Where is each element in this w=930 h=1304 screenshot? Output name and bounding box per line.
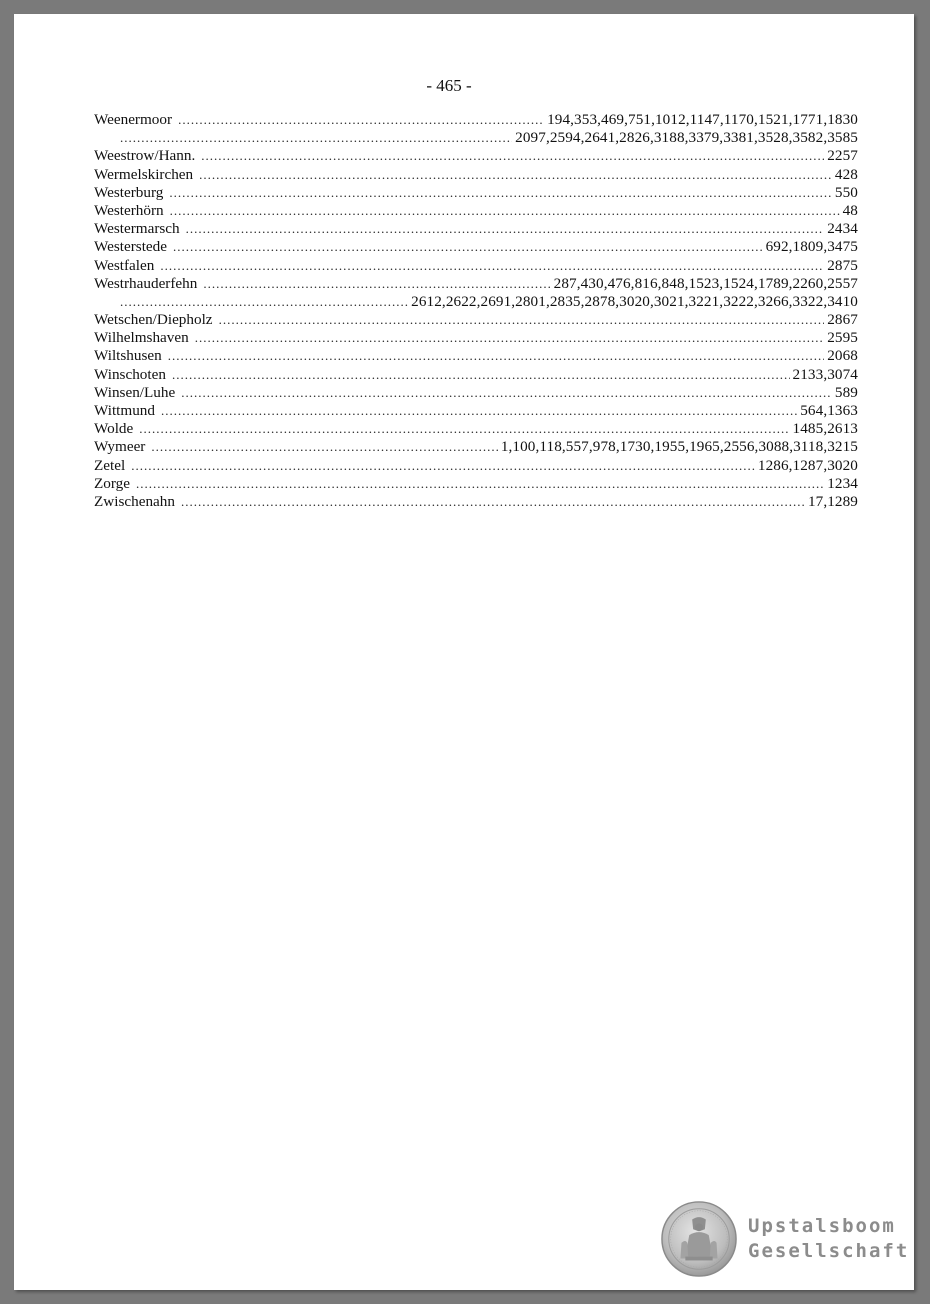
place-name: Westerstede <box>94 238 167 256</box>
page-references: 2867 <box>827 311 858 329</box>
dot-leader <box>181 493 805 511</box>
page-references: 692,1809,3475 <box>765 238 858 256</box>
dot-leader <box>161 402 797 420</box>
dot-leader <box>136 475 824 493</box>
page-references: 2612,2622,2691,2801,2835,2878,3020,3021,3221,3222,3266,3322,3410 <box>411 292 858 310</box>
dot-leader <box>181 384 832 402</box>
place-name: Wiltshusen <box>94 347 162 365</box>
place-name: Weestrow/Hann. <box>94 147 196 165</box>
index-entry <box>94 438 858 456</box>
dot-leader <box>178 111 544 129</box>
index-entry <box>94 493 858 511</box>
place-name: Zwischenahn <box>94 492 175 510</box>
place-name: Westerhörn <box>94 201 164 219</box>
place-name: Wetschen/Diepholz <box>94 311 213 329</box>
place-name: Westfalen <box>94 256 155 274</box>
index-entry <box>94 293 858 311</box>
dot-leader <box>170 202 840 220</box>
index-entry <box>94 329 858 347</box>
index-entry <box>94 402 858 420</box>
dot-leader <box>151 438 497 456</box>
page-references: 564,1363 <box>800 402 858 419</box>
dot-leader <box>139 420 789 438</box>
place-name: Weenermoor <box>94 111 173 128</box>
page-references: 194,353,469,751,1012,1147,1170,1521,1771,1830 <box>547 111 858 128</box>
place-name: Winsen/Luhe <box>94 383 176 401</box>
page-references: 17,1289 <box>807 492 858 510</box>
page-references: 589 <box>834 383 858 401</box>
page-references: 1,100,118,557,978,1730,1955,1965,2556,3088,3118,3215 <box>500 438 858 456</box>
page-references: 428 <box>834 165 858 183</box>
page-references: 550 <box>834 183 858 201</box>
page-references: 1485,2613 <box>792 420 858 438</box>
place-name: Wolde <box>94 420 134 438</box>
index-entry <box>94 420 858 438</box>
index-entry <box>94 129 858 147</box>
page-references: 287,430,476,816,848,1523,1524,1789,2260,2557 <box>553 274 858 292</box>
page-references: 48 <box>842 201 858 219</box>
dot-leader <box>203 275 550 293</box>
seal-icon <box>660 1200 738 1278</box>
index-entry <box>94 202 858 220</box>
index-entry <box>94 166 858 184</box>
publisher-watermark <box>660 1200 909 1278</box>
dot-leader <box>131 457 755 475</box>
page-references: 2133,3074 <box>792 365 858 383</box>
index-entry <box>94 384 858 402</box>
place-name: Wermelskirchen <box>94 165 194 183</box>
place-name: Wilhelmshaven <box>94 329 189 347</box>
index-entry <box>94 347 858 365</box>
dot-leader <box>168 347 824 365</box>
index-entry <box>94 238 858 256</box>
page-references: 2257 <box>827 147 858 165</box>
page-number: - 465 - <box>426 76 472 95</box>
index-entry <box>94 220 858 238</box>
dot-leader <box>195 329 825 347</box>
index-entry <box>94 457 858 475</box>
dot-leader <box>160 257 824 275</box>
dot-leader <box>186 220 825 238</box>
dot-leader <box>169 184 832 202</box>
place-name: Westrhauderfehn <box>94 274 198 292</box>
page-references: 2068 <box>827 347 858 365</box>
place-name: Wittmund <box>94 402 155 419</box>
watermark-line-2: Gesellschaft <box>748 1240 910 1262</box>
index-entry <box>94 257 858 275</box>
index-entry <box>94 111 858 129</box>
index-entry <box>94 366 858 384</box>
place-name: Zetel <box>94 456 126 474</box>
dot-leader <box>201 147 824 165</box>
page-references: 1286,1287,3020 <box>757 456 858 474</box>
index-entry <box>94 275 858 293</box>
place-index <box>94 111 858 511</box>
dot-leader <box>120 129 512 147</box>
index-entry <box>94 311 858 329</box>
document-page <box>14 14 914 1290</box>
page-references: 1234 <box>827 474 858 492</box>
index-entry <box>94 475 858 493</box>
index-entry <box>94 184 858 202</box>
dot-leader <box>219 311 825 329</box>
place-name: Winschoten <box>94 365 166 383</box>
dot-leader <box>199 166 832 184</box>
dot-leader <box>120 293 408 311</box>
dot-leader <box>172 366 790 384</box>
place-name: Westermarsch <box>94 220 180 238</box>
page-references: 2434 <box>827 220 858 238</box>
watermark-line-1: Upstalsboom <box>748 1215 896 1237</box>
index-entry <box>94 147 858 165</box>
place-name: Zorge <box>94 474 130 492</box>
place-name: Westerburg <box>94 183 164 201</box>
page-references: 2595 <box>827 329 858 347</box>
place-name: Wymeer <box>94 438 146 456</box>
page-references: 2875 <box>827 256 858 274</box>
dot-leader <box>173 238 763 256</box>
page-references: 2097,2594,2641,2826,3188,3379,3381,3528,3582,3585 <box>515 129 858 147</box>
